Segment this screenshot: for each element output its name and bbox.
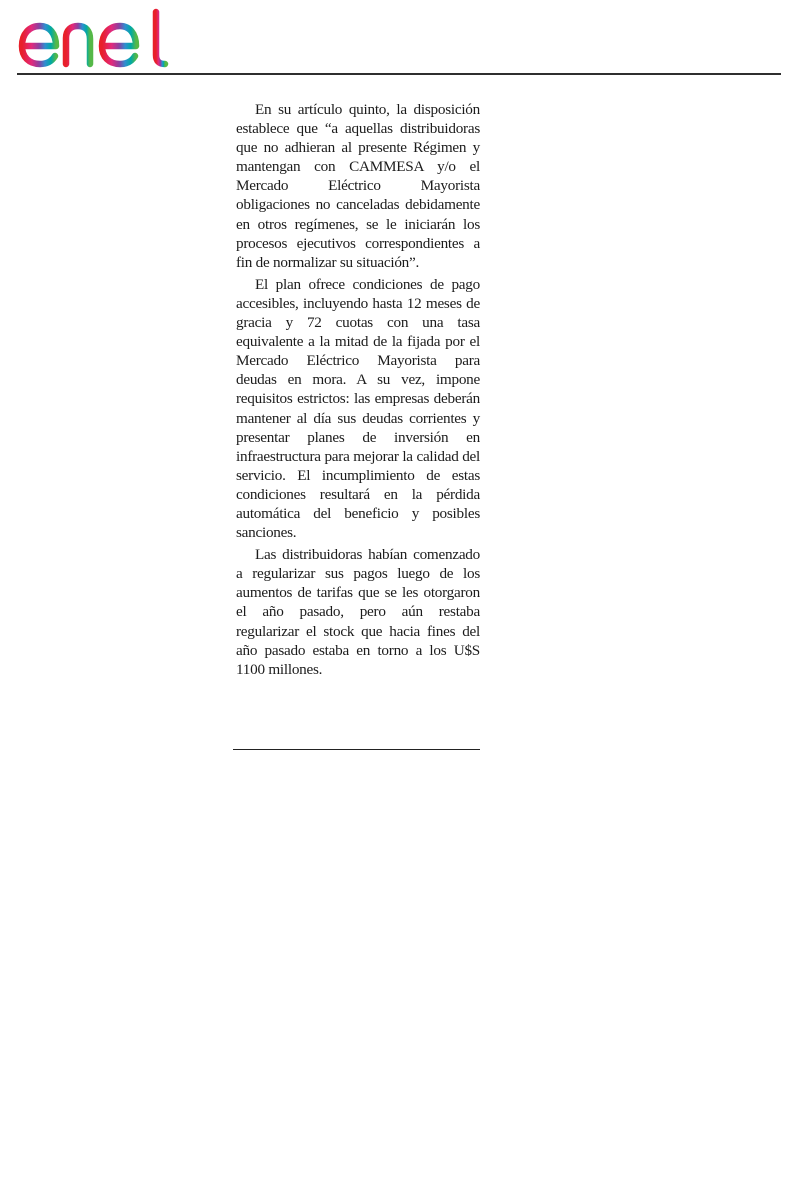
article-paragraph: En su artículo quinto, la disposición establece que “a aquellas distribuidoras que no adhieran al presente Régimen y mantengan con CAMMESA y/o el Mercado Eléctrico Mayorista obligaciones no canceladas debidamente en otros regímenes, se le iniciarán los procesos ejecutivos correspondientes a fin de normalizar su situación”.	[236, 101, 480, 271]
news-clipping	[236, 100, 480, 682]
clipping-end-divider	[233, 749, 480, 750]
header-divider	[17, 73, 781, 75]
article-paragraph: Las distribuidoras habían comenzado a regularizar sus pagos luego de los aumentos de tarifas que se les otorgaron el año pasado, pero aún restaba regularizar el stock que hacia fines del año pasado estaba en torno a los U$S 1100 millones.	[236, 546, 480, 678]
article-paragraph: El plan ofrece condiciones de pago accesibles, incluyendo hasta 12 meses de gracia y 72 cuotas con una tasa equivalente a la mitad de la fijada por el Mercado Eléctrico Mayorista para deudas en mora. A su vez, impone requisitos estrictos: las empresas deberán mantener al día sus deudas corrientes y presentar planes de inversión en infraestructura para mejorar la calidad del servicio. El incumplimiento de estas condiciones resultará en la pérdida automática del beneficio y posibles sanciones.	[236, 275, 480, 542]
enel-logo	[16, 8, 172, 68]
enel-logo-mark	[16, 8, 172, 68]
